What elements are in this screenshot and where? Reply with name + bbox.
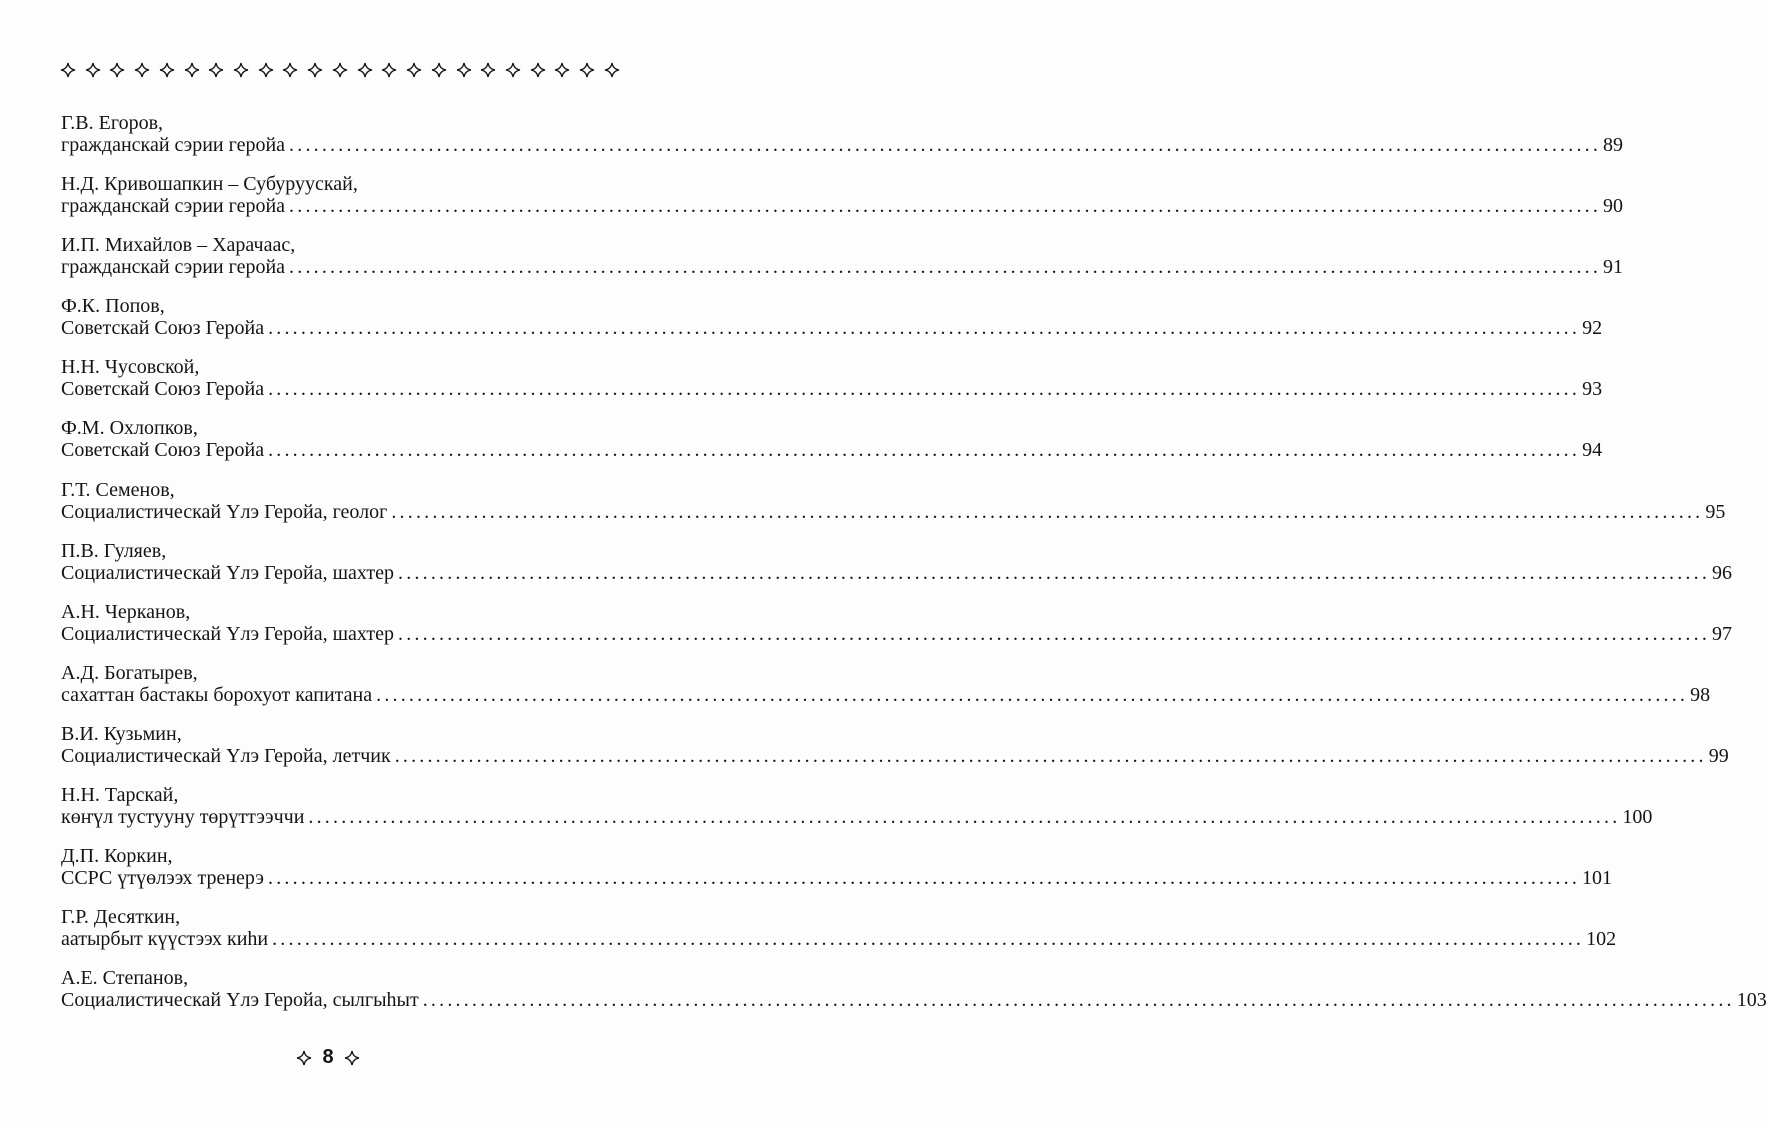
dot-leader: ................................................................................................................................................................: [394, 744, 1707, 767]
toc-entry-line: [61, 500, 1726, 523]
toc-entry: [61, 600, 1733, 662]
toc-entry-description: гражданскай сэрии геройа: [61, 195, 286, 218]
dot-leader: ................................................................................................................................................................: [268, 439, 1581, 462]
toc-entry: [61, 845, 1613, 906]
four-point-star-icon: [282, 62, 298, 78]
toc-entry-page-number: 101: [1582, 867, 1613, 890]
toc-entry-page-number: 94: [1582, 439, 1603, 462]
toc-entry-line: [61, 622, 1733, 645]
toc-entry-line: [61, 806, 1653, 829]
four-point-star-icon: [296, 1050, 312, 1066]
toc-entry-page-number: 99: [1708, 744, 1729, 767]
dot-leader: ................................................................................................................................................................: [422, 989, 1735, 1012]
page-number: 8: [322, 1046, 334, 1068]
dot-leader: ................................................................................................................................................................: [308, 806, 1621, 829]
toc-entry-description: гражданскай сэрии геройа: [61, 256, 286, 279]
toc-entry-line: [61, 989, 1767, 1012]
toc-entry-line: [61, 683, 1711, 706]
toc-entry-description: көҥүл тустууну төрүттээччи: [61, 806, 305, 829]
four-point-star-icon: [159, 62, 175, 78]
toc-entry-name: Н.Д. Кривошапкин – Субуруускай,: [61, 173, 358, 196]
four-point-star-icon: [184, 62, 200, 78]
four-point-star-icon: [456, 62, 472, 78]
toc-entry-page-number: 96: [1712, 561, 1733, 584]
toc-entry-line: [61, 439, 1603, 462]
toc-entry-name: П.В. Гуляев,: [61, 539, 167, 562]
toc-entry: [61, 356, 1603, 417]
toc-entry: [61, 295, 1603, 356]
page-footer: [0, 1046, 656, 1069]
toc-entry-name: А.Е. Степанов,: [61, 967, 189, 990]
toc-entry-description: Социалистическай Үлэ Геройа, летчик: [61, 744, 391, 767]
four-point-star-icon: [307, 62, 323, 78]
four-point-star-icon: [109, 62, 125, 78]
toc-entry-line: [61, 744, 1729, 767]
four-point-star-icon: [554, 62, 570, 78]
toc-entry-name: Г.В. Егоров,: [61, 112, 164, 134]
toc-entry-line: [61, 378, 1603, 401]
toc-entry-name: Г.Р. Десяткин,: [61, 906, 181, 929]
dot-leader: ................................................................................................................................................................: [272, 928, 1585, 951]
toc-entry-page-number: 89: [1603, 134, 1624, 156]
toc-entry-description: Социалистическай Үлэ Геройа, геолог: [61, 500, 388, 523]
ornament-divider: [60, 59, 620, 81]
toc-entry-description: аатырбыт күүстээх киһи: [61, 928, 269, 951]
toc-entry-name: А.Д. Богатырев,: [61, 661, 198, 684]
table-of-contents: [61, 112, 1767, 1028]
four-point-star-icon: [208, 62, 224, 78]
four-point-star-icon: [579, 62, 595, 78]
toc-entry-name: Г.Т. Семенов,: [61, 478, 175, 501]
four-point-star-icon: [406, 62, 422, 78]
toc-entry-name: Д.П. Коркин,: [61, 845, 173, 868]
toc-entry: [61, 112, 1624, 173]
toc-entry-name: Ф.К. Попов,: [61, 295, 165, 318]
four-point-star-icon: [60, 62, 76, 78]
dot-leader: ................................................................................................................................................................: [376, 683, 1689, 706]
dot-leader: ................................................................................................................................................................: [268, 317, 1581, 340]
toc-entry: [61, 173, 1624, 234]
dot-leader: ................................................................................................................................................................: [289, 195, 1602, 218]
four-point-star-icon: [530, 62, 546, 78]
dot-leader: ................................................................................................................................................................: [268, 867, 1581, 890]
toc-entry-page-number: 97: [1712, 622, 1733, 645]
dot-leader: ................................................................................................................................................................: [398, 622, 1711, 645]
toc-entry-page-number: 90: [1603, 195, 1624, 218]
dot-leader: ................................................................................................................................................................: [398, 561, 1711, 584]
toc-entry-name: Н.Н. Чусовской,: [61, 356, 200, 379]
toc-entry-description: Советскай Союз Геройа: [61, 317, 265, 340]
toc-entry: [61, 784, 1653, 845]
four-point-star-icon: [381, 62, 397, 78]
toc-entry: [61, 539, 1733, 601]
dot-leader: ................................................................................................................................................................: [391, 500, 1704, 523]
four-point-star-icon: [480, 62, 496, 78]
four-point-star-icon: [134, 62, 150, 78]
toc-entry-line: [61, 928, 1617, 951]
dot-leader: ................................................................................................................................................................: [268, 378, 1581, 401]
four-point-star-icon: [85, 62, 101, 78]
toc-entry: [61, 722, 1729, 784]
toc-entry-description: Советскай Союз Геройа: [61, 439, 265, 462]
toc-entry-line: [61, 195, 1624, 218]
toc-entry-description: Социалистическай Үлэ Геройа, сылгыһыт: [61, 989, 419, 1012]
toc-entry-page-number: 93: [1582, 378, 1603, 401]
toc-entry-description: Советскай Союз Геройа: [61, 378, 265, 401]
toc-entry-line: [61, 317, 1603, 340]
four-point-star-icon: [332, 62, 348, 78]
four-point-star-icon: [233, 62, 249, 78]
toc-entry-name: В.И. Кузьмин,: [61, 722, 182, 745]
four-point-star-icon: [357, 62, 373, 78]
toc-entry-page-number: 103: [1736, 989, 1767, 1012]
toc-entry-name: А.Н. Черканов,: [61, 600, 191, 623]
four-point-star-icon: [431, 62, 447, 78]
toc-entry-description: ССРС үтүөлээх тренерэ: [61, 867, 265, 890]
toc-entry-description: сахаттан бастакы борохуот капитана: [61, 683, 373, 706]
toc-entry-page-number: 92: [1582, 317, 1603, 340]
toc-entry-page-number: 91: [1603, 256, 1624, 279]
toc-entry-line: [61, 867, 1613, 890]
toc-entry: [61, 661, 1711, 723]
toc-entry: [61, 906, 1617, 967]
toc-entry: [61, 417, 1603, 478]
toc-entry-page-number: 95: [1705, 500, 1726, 523]
toc-entry-page-number: 100: [1622, 806, 1653, 829]
dot-leader: ................................................................................................................................................................: [289, 256, 1602, 279]
toc-entry-name: Ф.М. Охлопков,: [61, 417, 198, 440]
dot-leader: ................................................................................................................................................................: [289, 134, 1602, 156]
toc-entry: [61, 478, 1726, 540]
four-point-star-icon: [344, 1050, 360, 1066]
toc-entry-name: Н.Н. Тарскай,: [61, 784, 179, 807]
toc-entry-line: [61, 256, 1624, 279]
toc-entry-name: И.П. Михайлов – Харачаас,: [61, 234, 296, 257]
toc-entry-page-number: 98: [1690, 683, 1711, 706]
toc-entry-description: Социалистическай Үлэ Геройа, шахтер: [61, 561, 395, 584]
toc-entry-description: гражданскай сэрии геройа: [61, 134, 286, 156]
four-point-star-icon: [505, 62, 521, 78]
toc-entry: [61, 967, 1767, 1028]
toc-entry-page-number: 102: [1586, 928, 1617, 951]
toc-entry-line: [61, 134, 1624, 156]
four-point-star-icon: [604, 62, 620, 78]
toc-entry-line: [61, 561, 1733, 584]
toc-entry: [61, 234, 1624, 295]
toc-entry-description: Социалистическай Үлэ Геройа, шахтер: [61, 622, 395, 645]
four-point-star-icon: [258, 62, 274, 78]
